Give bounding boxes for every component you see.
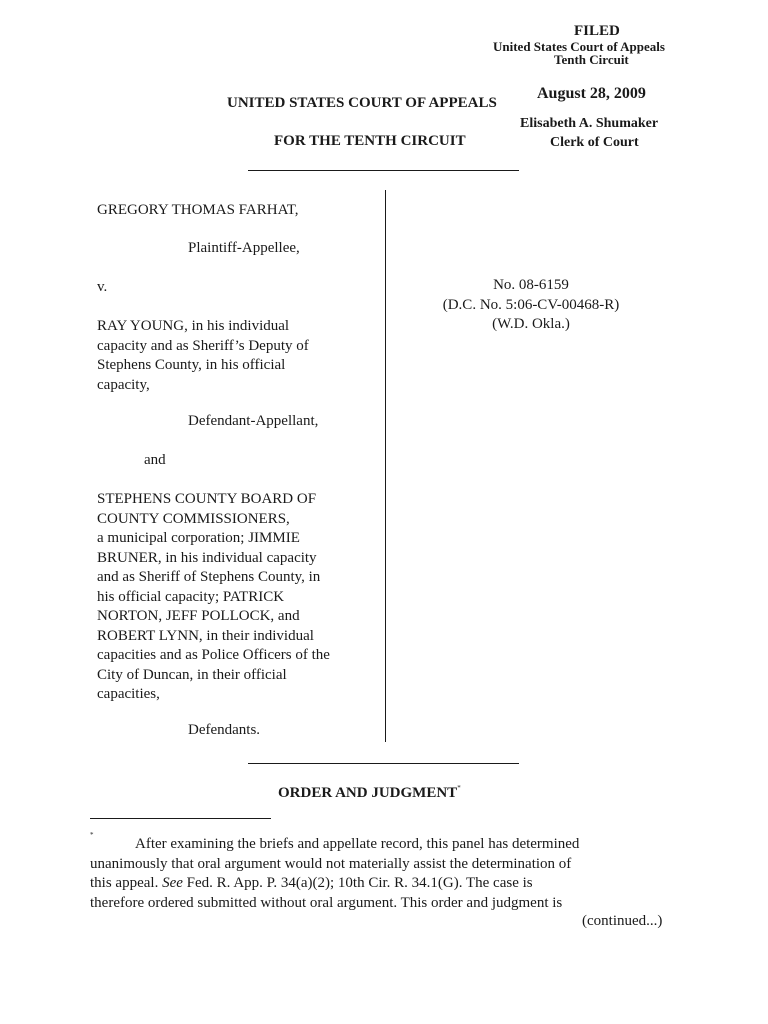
versus: v. [97,279,108,295]
footnote-citation: Fed. R. App. P. 34(a)(2); 10th Cir. R. 34.1(G). The case is [182,875,533,891]
other-defendant-line: a municipal corporation; JIMMIE [97,530,300,546]
filed-stamp-clerk-name: Elisabeth A. Shumaker [520,116,659,131]
other-defendant-line: NORTON, JEFF POLLOCK, and [97,608,300,624]
court-name-heading: UNITED STATES COURT OF APPEALS [227,95,497,111]
continued-marker: (continued...) [582,913,663,929]
filed-stamp-date: August 28, 2009 [537,85,646,102]
defendant-line: capacity and as Sheriff’s Deputy of [97,337,309,354]
other-defendant-line: and as Sheriff of Stephens County, in [97,569,321,585]
plaintiff-name: GREGORY THOMAS FARHAT, [97,202,299,218]
case-number-block [415,276,647,335]
defendant-appellant-block [97,317,309,395]
plaintiff-role: Plaintiff-Appellee, [188,240,300,256]
other-defendants-block [97,490,330,705]
footnote [90,835,670,913]
footnote-line-start: this appeal. [90,875,163,891]
caption-divider [385,190,386,742]
title-footnote-mark: * [457,784,461,792]
caption-bottom-divider [248,763,519,764]
defendants-role: Defendants. [188,722,261,738]
defendant-appellant-role: Defendant-Appellant, [188,413,319,429]
other-defendant-line: COUNTY COMMISSIONERS, [97,510,290,527]
filed-stamp-circuit: Tenth Circuit [554,52,629,67]
district-name: (W.D. Okla.) [492,316,570,332]
footnote-line [90,874,670,894]
other-defendant-line: STEPHENS COUNTY BOARD OF [97,491,317,507]
defendant-line: RAY YOUNG, in his individual [97,318,290,334]
other-defendant-line: capacities and as Police Officers of the [97,647,330,663]
other-defendant-line: his official capacity; PATRICK [97,588,285,605]
district-court-number: (D.C. No. 5:06-CV-00468-R) [442,296,620,313]
case-number: No. 08-6159 [493,277,569,293]
filed-stamp-label: FILED [574,23,620,39]
defendant-line: capacity, [97,376,150,393]
circuit-heading: FOR THE TENTH CIRCUIT [274,133,466,149]
defendant-line: Stephens County, in his official [97,357,286,373]
other-defendant-line: ROBERT LYNN, in their individual [97,627,314,644]
document-title [278,784,461,802]
other-defendant-line: capacities, [97,686,160,702]
and-connector: and [144,452,166,468]
footnote-line: unanimously that oral argument would not materially assist the determination of [90,855,572,872]
other-defendant-line: BRUNER, in his individual capacity [97,549,317,566]
footnote-line: After examining the briefs and appellate record, this panel has determined [135,836,580,852]
footnote-line: therefore ordered submitted without oral argument. This order and judgment is [90,894,563,911]
document-title-text: ORDER AND JUDGMENT [278,785,458,801]
footnote-separator [90,818,271,819]
footnote-see-signal: See [162,875,183,891]
header-divider [248,170,519,171]
other-defendant-line: City of Duncan, in their official [97,666,287,683]
footnote-mark: * [90,831,94,839]
filed-stamp-clerk-title: Clerk of Court [550,135,639,150]
filed-stamp-court: United States Court of Appeals [493,39,665,54]
